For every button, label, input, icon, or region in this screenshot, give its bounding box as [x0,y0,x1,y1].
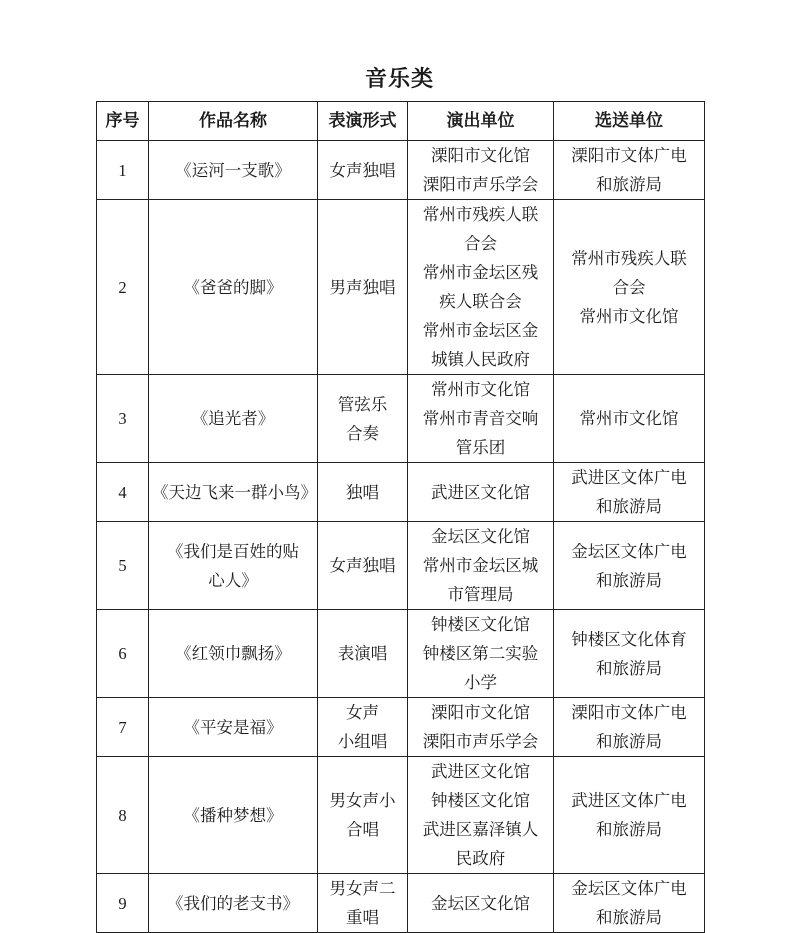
cell-work-title-line: 《天边飞来一群小鸟》 [152,482,317,502]
cell-performing-unit [408,375,554,463]
cell-performing-unit-line: 常州市文化馆 [431,380,530,399]
cell-submitting-unit-line: 武进区文体广电 [571,468,687,487]
cell-performing-unit-line: 民政府 [455,849,506,868]
cell-performance-form-line: 女声 [346,703,379,722]
cell-performance-form-line: 男声独唱 [329,277,396,297]
header-submitting-unit: 选送单位 [554,102,705,141]
cell-performing-unit-line: 金坛区文化馆 [431,893,530,913]
cell-work-title [149,375,318,463]
cell-submitting-unit [554,757,705,874]
cell-performing-unit [408,200,554,375]
cell-performing-unit-line: 溧阳市声乐学会 [422,175,539,194]
cell-work-title-line: 《运河一支歌》 [175,160,291,180]
cell-submitting-unit [554,141,705,200]
cell-performing-unit-line: 城镇人民政府 [431,350,530,369]
cell-submitting-unit-line: 和旅游局 [596,732,662,751]
cell-performing-unit-line: 武进区文化馆 [431,762,530,781]
cell-performing-unit-line: 武进区嘉泽镇人 [422,820,539,839]
cell-performance-form-line: 小组唱 [337,732,388,751]
cell-work-title-line: 《爸爸的脚》 [183,277,283,297]
cell-performing-unit-line: 溧阳市文化馆 [431,146,530,165]
cell-performance-form-line: 表演唱 [337,644,388,663]
cell-performing-unit-line: 常州市残疾人联 [422,205,539,224]
header-work-title: 作品名称 [149,102,318,141]
cell-submitting-unit [554,698,705,757]
cell-work-title [149,874,318,933]
cell-performance-form-line: 独唱 [346,482,379,502]
cell-performing-unit-line: 常州市青音交响 [422,409,539,428]
cell-performance-form-line: 女声独唱 [329,160,396,180]
cell-work-title-line: 《红领巾飘扬》 [175,644,291,663]
music-program-table [96,101,705,933]
cell-performing-unit-line: 钟楼区文化馆 [431,791,530,810]
cell-work-title-line: 《我们的老支书》 [167,893,299,913]
cell-work-title-line: 《平安是福》 [183,717,283,737]
cell-submitting-unit [554,874,705,933]
cell-performing-unit-line: 小学 [464,673,497,692]
cell-number: 3 [97,375,149,463]
cell-performance-form-line: 重唱 [346,908,379,927]
cell-submitting-unit [554,610,705,698]
cell-performance-form-line: 男女声二 [329,879,396,898]
table-row [97,375,705,463]
cell-submitting-unit-line: 和旅游局 [596,908,662,927]
cell-work-title-line: 心人》 [208,570,258,590]
cell-performing-unit-line: 钟楼区文化馆 [431,615,530,634]
cell-performing-unit [408,522,554,610]
cell-submitting-unit-line: 合会 [612,277,646,297]
cell-performing-unit-line: 市管理局 [447,585,514,604]
cell-performing-unit-line: 管乐团 [455,438,506,457]
cell-submitting-unit-line: 金坛区文体广电 [571,879,687,898]
cell-performing-unit-line: 金坛区文化馆 [431,527,530,546]
cell-performance-form [318,698,408,757]
cell-work-title-line: 《播种梦想》 [183,805,283,825]
table-body [97,141,705,933]
cell-submitting-unit-line: 常州市文化馆 [579,306,679,326]
cell-performance-form-line: 合奏 [346,423,379,443]
cell-submitting-unit [554,522,705,610]
cell-performance-form [318,375,408,463]
cell-performing-unit [408,757,554,874]
cell-performance-form [318,874,408,933]
cell-performance-form [318,463,408,522]
table-row [97,141,705,200]
cell-submitting-unit-line: 溧阳市文体广电 [571,146,687,165]
cell-performing-unit-line: 钟楼区第二实验 [422,644,539,663]
cell-submitting-unit-line: 金坛区文体广电 [571,541,687,561]
cell-work-title [149,200,318,375]
cell-submitting-unit-line: 和旅游局 [596,175,662,194]
cell-performing-unit [408,698,554,757]
header-performing-unit: 演出单位 [408,102,554,141]
table-header-row [97,102,705,141]
cell-performance-form-line: 男女声小 [329,791,396,810]
cell-submitting-unit-line: 和旅游局 [596,570,662,590]
table-row [97,757,705,874]
cell-performing-unit-line: 常州市金坛区残 [422,263,539,282]
cell-submitting-unit-line: 和旅游局 [596,658,662,678]
cell-number: 4 [97,463,149,522]
cell-submitting-unit [554,200,705,375]
cell-number: 1 [97,141,149,200]
cell-work-title [149,610,318,698]
table-row [97,874,705,933]
cell-number: 2 [97,200,149,375]
cell-performing-unit-line: 溧阳市声乐学会 [422,732,539,751]
cell-performance-form-line: 女声独唱 [329,556,396,575]
cell-performance-form-line: 管弦乐 [337,394,388,414]
cell-submitting-unit-line: 武进区文体广电 [571,791,687,810]
cell-performance-form [318,141,408,200]
cell-performing-unit-line: 武进区文化馆 [431,482,530,502]
cell-performance-form [318,522,408,610]
cell-performing-unit [408,463,554,522]
cell-work-title-line: 《我们是百姓的贴 [167,541,299,561]
table-row [97,200,705,375]
cell-submitting-unit-line: 溧阳市文体广电 [571,703,687,722]
cell-performance-form-line: 合唱 [346,820,379,839]
cell-performance-form [318,610,408,698]
cell-submitting-unit-line: 和旅游局 [596,820,662,839]
cell-submitting-unit [554,375,705,463]
header-performance-form: 表演形式 [318,102,408,141]
cell-work-title [149,463,318,522]
table-row [97,463,705,522]
cell-performing-unit-line: 疾人联合会 [439,292,522,311]
cell-performance-form [318,757,408,874]
cell-performing-unit [408,610,554,698]
table-row [97,698,705,757]
cell-submitting-unit-line: 和旅游局 [596,497,662,516]
cell-performing-unit [408,874,554,933]
table-row [97,610,705,698]
cell-number: 9 [97,874,149,933]
cell-work-title-line: 《追光者》 [191,409,275,428]
cell-submitting-unit-line: 常州市残疾人联 [571,248,687,268]
cell-performing-unit [408,141,554,200]
table-row [97,522,705,610]
cell-performance-form [318,200,408,375]
cell-number: 8 [97,757,149,874]
cell-submitting-unit [554,463,705,522]
cell-submitting-unit-line: 常州市文化馆 [579,409,679,428]
cell-work-title [149,522,318,610]
cell-work-title [149,757,318,874]
page-title: 音乐类 [364,67,434,92]
cell-performing-unit-line: 常州市金坛区城 [422,556,539,575]
cell-number: 5 [97,522,149,610]
cell-number: 7 [97,698,149,757]
cell-number: 6 [97,610,149,698]
header-number: 序号 [97,102,149,141]
cell-work-title [149,698,318,757]
cell-performing-unit-line: 溧阳市文化馆 [431,703,530,722]
cell-performing-unit-line: 合会 [464,234,497,253]
cell-submitting-unit-line: 钟楼区文化体育 [571,629,687,649]
cell-performing-unit-line: 常州市金坛区金 [422,321,539,340]
cell-work-title [149,141,318,200]
